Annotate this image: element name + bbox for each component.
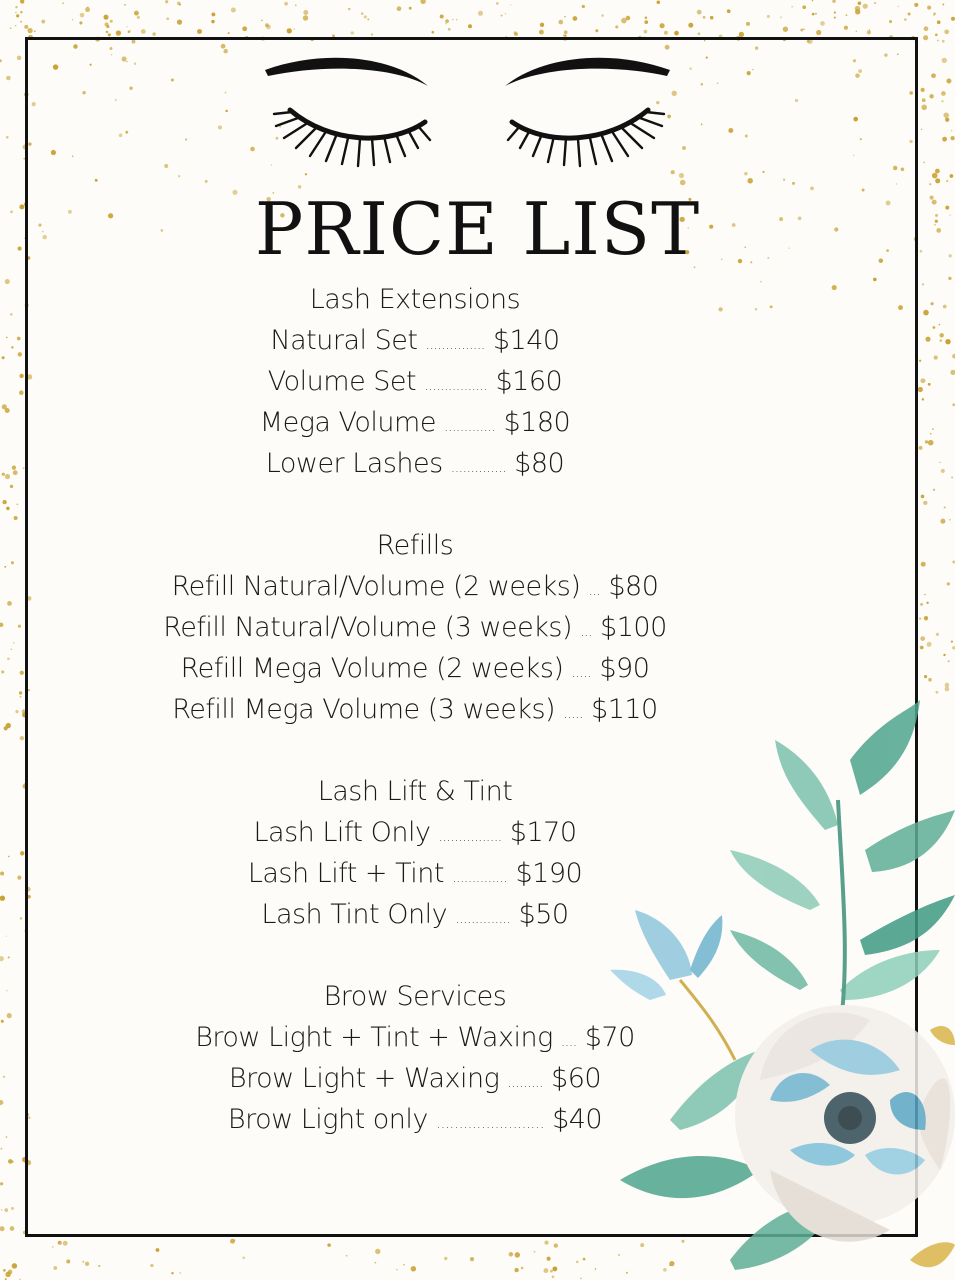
price-item: [0, 324, 830, 362]
section-heading: Lash Extensions: [309, 284, 521, 315]
service-price: $180: [495, 407, 571, 438]
watercolor-floral-decoration: [610, 700, 955, 1280]
service-name: Lash Lift Only: [253, 817, 439, 848]
service-name: Refill Natural/Volume (2 weeks): [171, 571, 589, 602]
price-item: [0, 611, 830, 649]
dot-leader: .............: [444, 419, 496, 435]
service-name: Refill Mega Volume (2 weeks): [180, 653, 572, 684]
price-item: [0, 570, 830, 608]
service-price: $110: [582, 694, 658, 725]
service-price: $70: [576, 1022, 635, 1053]
service-name: Refill Mega Volume (3 weeks): [172, 694, 564, 725]
dot-leader: ..............: [452, 870, 508, 886]
dot-leader: .....: [563, 706, 583, 722]
service-price: $100: [591, 612, 667, 643]
service-price: $90: [591, 653, 650, 684]
dot-leader: .....: [571, 665, 592, 681]
service-price: $170: [501, 817, 577, 848]
section-heading: Refills: [376, 530, 454, 561]
service-name: Brow Light + Waxing: [228, 1063, 508, 1094]
service-price: $160: [487, 366, 563, 397]
service-price: $60: [542, 1063, 602, 1094]
price-item: [0, 406, 830, 444]
price-item: [0, 447, 830, 485]
section-heading: Brow Services: [323, 981, 507, 1012]
service-price: $80: [506, 448, 565, 479]
service-name: Refill Natural/Volume (3 weeks): [163, 612, 581, 643]
dot-leader: ……………………: [435, 1116, 544, 1132]
price-item: [0, 652, 830, 690]
page-title: PRICE LIST: [254, 187, 701, 271]
dot-leader: ..............: [450, 460, 507, 476]
service-name: Lower Lashes: [265, 448, 451, 479]
service-name: Volume Set: [267, 366, 425, 397]
dot-leader: ...............: [425, 337, 485, 353]
dot-leader: ...: [588, 583, 601, 599]
dot-leader: ..............: [455, 911, 511, 927]
dot-leader: ................: [438, 829, 502, 845]
service-name: Brow Light only: [227, 1104, 436, 1135]
service-name: Brow Light + Tint + Waxing: [195, 1022, 561, 1053]
service-name: Lash Tint Only: [261, 899, 456, 930]
service-price: $80: [600, 571, 659, 602]
service-name: Mega Volume: [259, 407, 445, 438]
price-item: [0, 365, 830, 403]
service-price: $40: [543, 1104, 603, 1135]
service-price: $50: [510, 899, 569, 930]
section-heading: Lash Lift & Tint: [317, 776, 513, 807]
dot-leader: ....: [560, 1034, 577, 1050]
service-name: Natural Set: [270, 325, 426, 356]
service-price: $190: [507, 858, 583, 889]
dot-leader: ................: [424, 378, 488, 394]
dot-leader: ...: [580, 624, 592, 640]
service-name: Lash Lift + Tint: [247, 858, 453, 889]
dot-leader: .........: [507, 1075, 543, 1091]
service-price: $140: [484, 325, 560, 356]
closed-eyes-lashes-illustration: [260, 48, 680, 178]
